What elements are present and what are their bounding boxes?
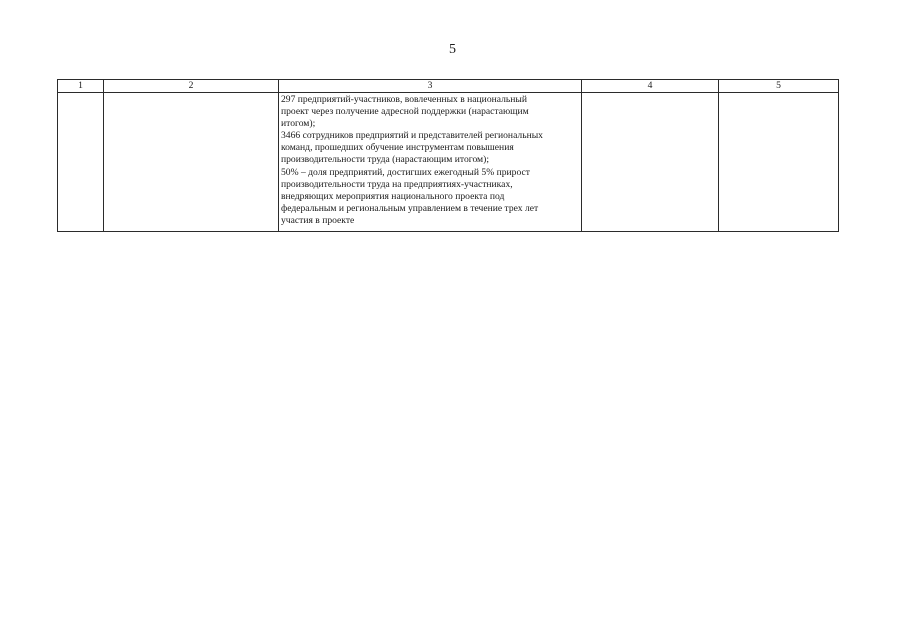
- column-header-3: 3: [279, 80, 582, 93]
- document-table: [57, 79, 839, 232]
- indicator-text-line: проект через получение адресной поддержки (нарастающим: [281, 106, 529, 118]
- table-cell-col1: [58, 93, 104, 232]
- indicator-text-line: итогом);: [281, 118, 316, 130]
- column-header-2: 2: [104, 80, 279, 93]
- table-cell-col4: [582, 93, 719, 232]
- indicator-text-line: внедряющих мероприятия национального проекта под: [281, 190, 505, 202]
- column-header-4: 4: [582, 80, 719, 93]
- table-header-row: [58, 80, 839, 93]
- indicator-text-line: федеральным и региональным управлением в течение трех лет: [281, 202, 539, 214]
- indicator-text-line: команд, прошедших обучение инструментам повышения: [281, 142, 514, 154]
- column-header-1: 1: [58, 80, 104, 93]
- page-number: 5: [449, 42, 456, 57]
- indicator-text-line: 50% – доля предприятий, достигших ежегодный 5% прирост: [281, 166, 530, 178]
- indicator-text-line: 297 предприятий-участников, вовлеченных в национальный: [281, 94, 527, 105]
- indicator-text-line: производительности труда (нарастающим итогом);: [281, 154, 489, 166]
- table-row: [58, 93, 839, 232]
- column-header-5: 5: [719, 80, 839, 93]
- indicator-text-line: 3466 сотрудников предприятий и представителей региональных: [281, 130, 543, 142]
- indicator-text-line: участия в проекте: [281, 214, 355, 226]
- indicator-text-line: производительности труда на предприятиях-участниках,: [281, 178, 513, 190]
- table-cell-indicators: [279, 93, 582, 232]
- table-cell-col2: [104, 93, 279, 232]
- table-cell-col5: [719, 93, 839, 232]
